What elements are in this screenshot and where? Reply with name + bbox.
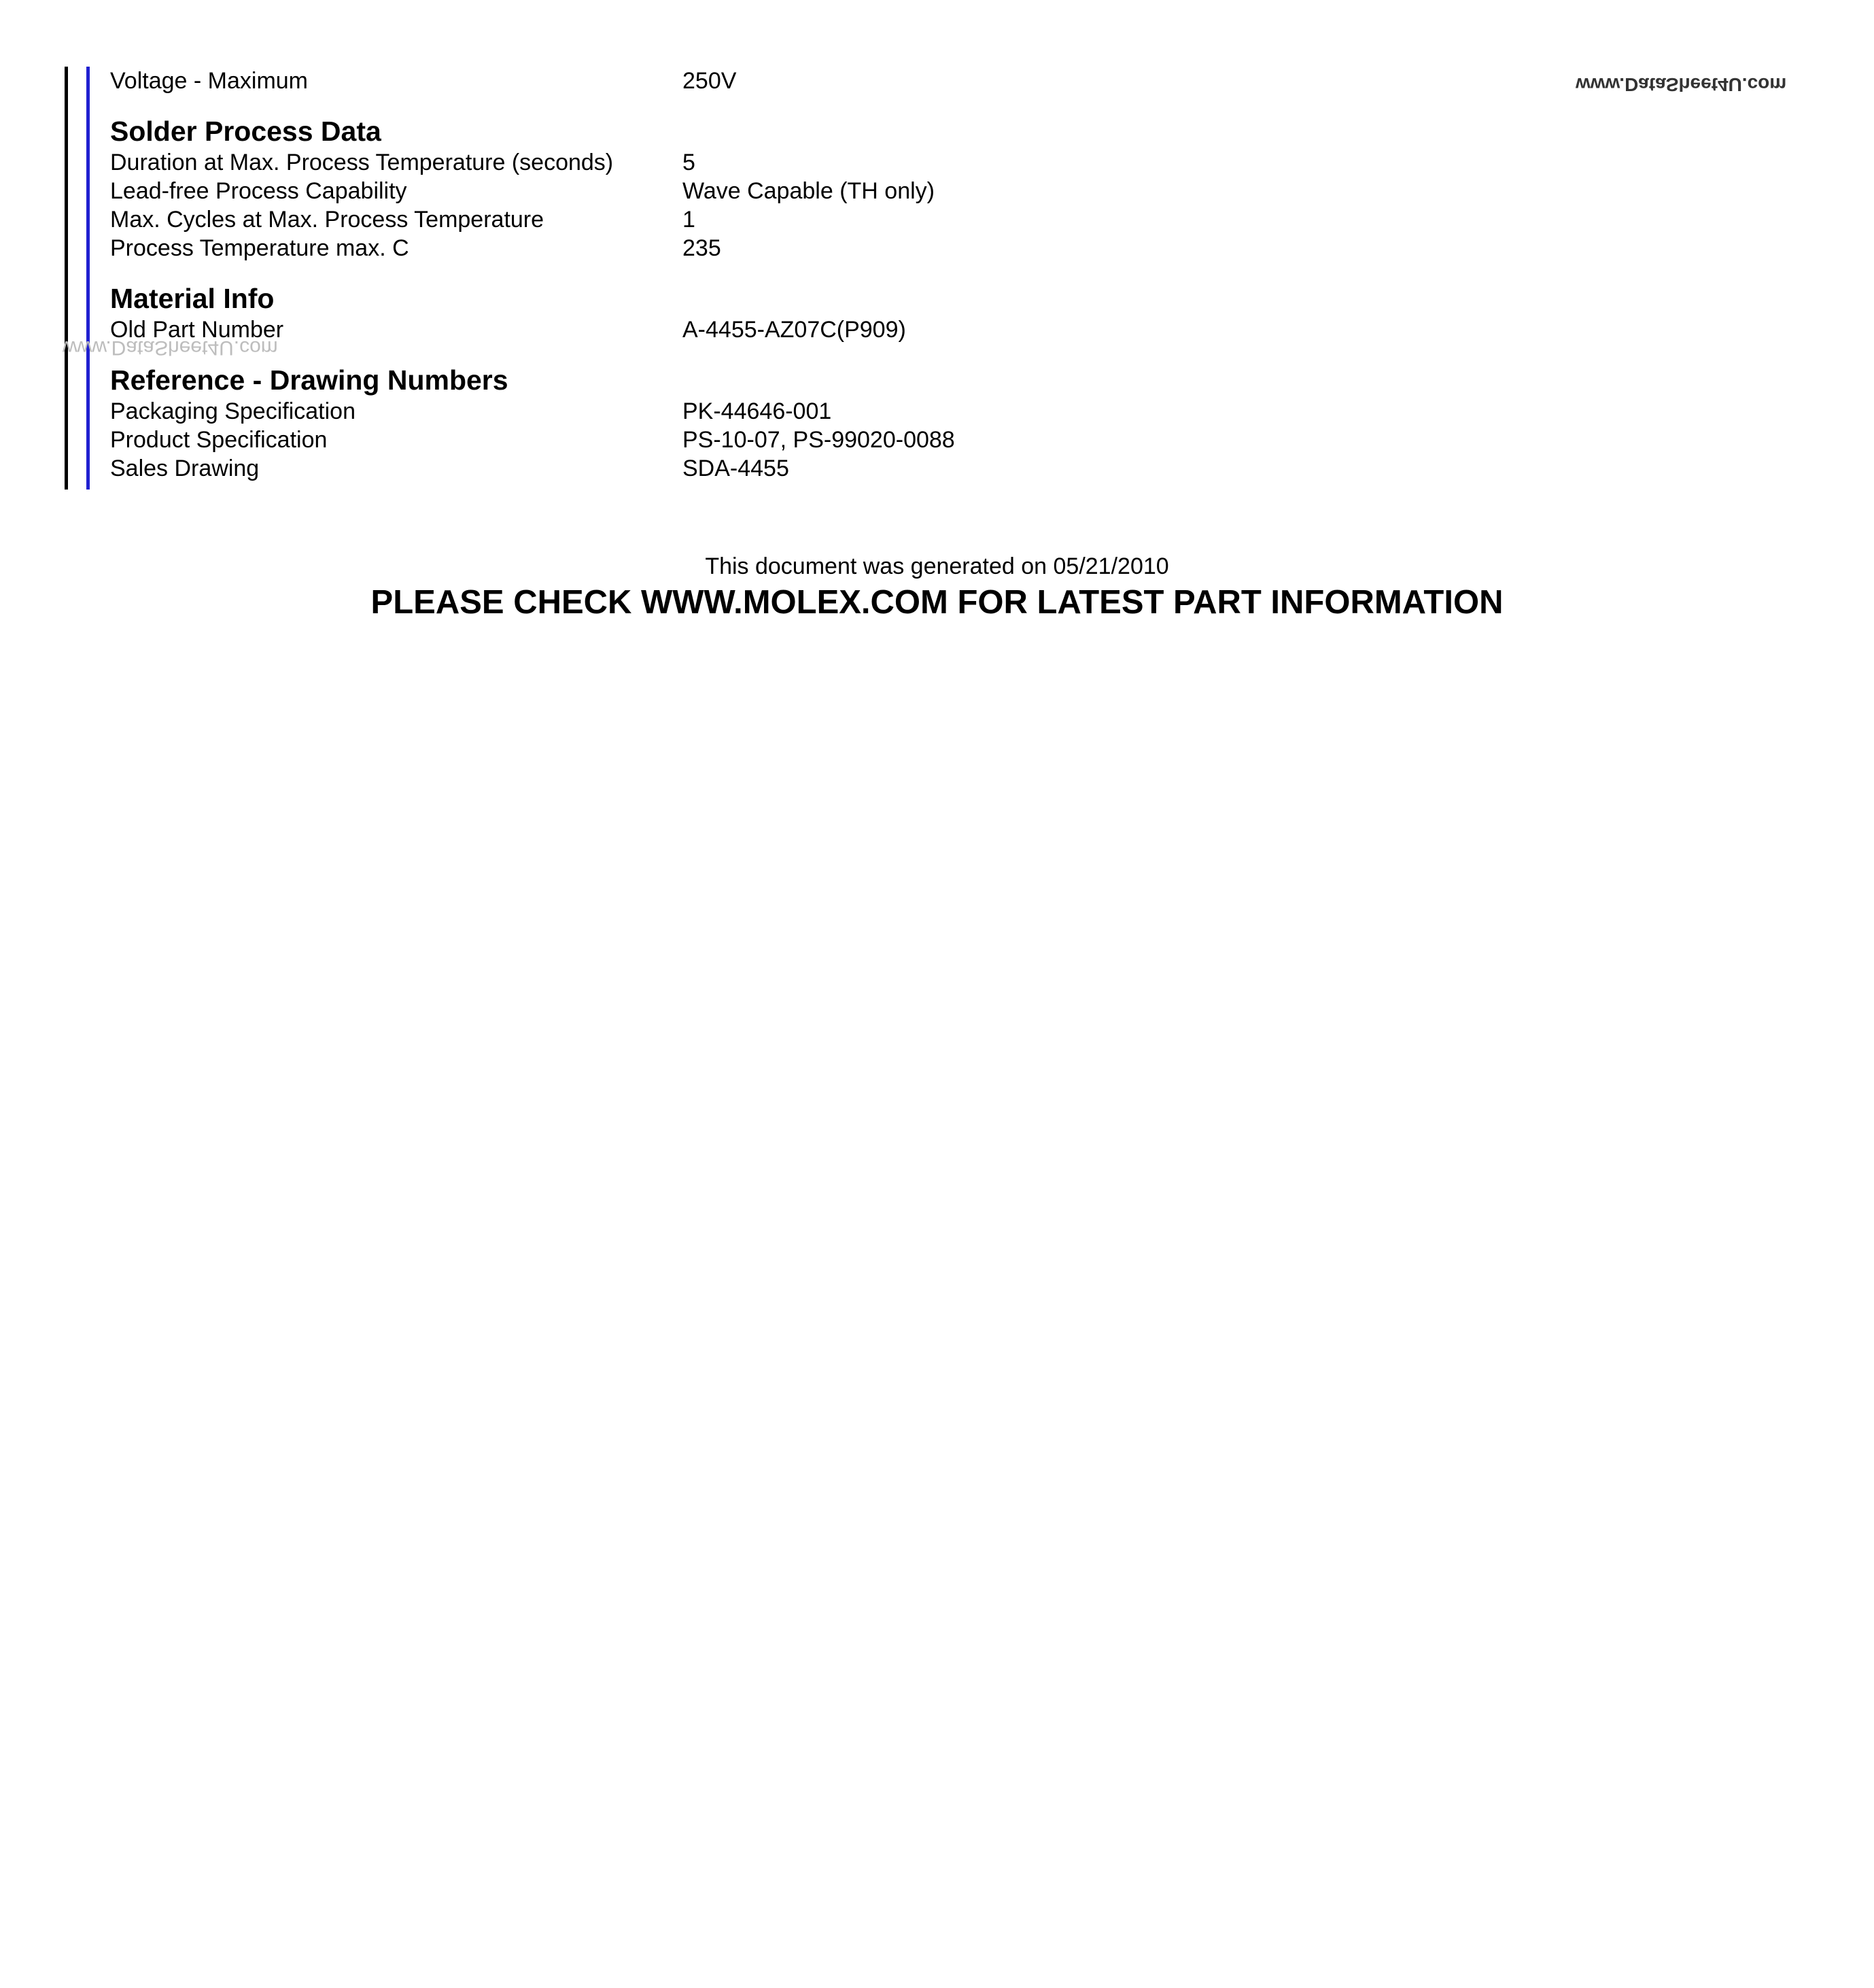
margin-rule-blue <box>86 67 90 490</box>
section-reference-drawing-numbers <box>110 363 1470 483</box>
section-heading: Reference - Drawing Numbers <box>110 364 508 396</box>
spec-sheet <box>110 67 1470 483</box>
margin-rule-black <box>65 67 68 490</box>
section-material-info <box>110 281 1470 344</box>
spec-label: Voltage - Maximum <box>110 68 308 94</box>
spec-value: 1 <box>682 207 695 233</box>
spec-value: 5 <box>682 150 695 175</box>
section-heading: Solder Process Data <box>110 116 381 147</box>
spec-row-voltage <box>110 67 1470 95</box>
spec-label: Max. Cycles at Max. Process Temperature <box>110 207 544 233</box>
spec-label: Lead-free Process Capability <box>110 178 407 204</box>
spec-row <box>110 234 1470 262</box>
spec-value: A-4455-AZ07C(P909) <box>682 317 906 343</box>
spec-label: Sales Drawing <box>110 456 260 481</box>
spec-label: Old Part Number <box>110 317 284 343</box>
section-solder-process-data <box>110 114 1470 262</box>
spec-label: Packaging Specification <box>110 398 356 424</box>
spec-label: Product Specification <box>110 427 328 453</box>
spec-row <box>110 454 1470 483</box>
spec-row <box>110 148 1470 177</box>
section-heading: Material Info <box>110 283 275 314</box>
check-website-notice: PLEASE CHECK WWW.MOLEX.COM FOR LATEST PART INFORMATION <box>370 584 1504 621</box>
spec-value: SDA-4455 <box>682 456 789 481</box>
spec-row <box>110 205 1470 234</box>
spec-value: PK-44646-001 <box>682 398 832 424</box>
spec-value: 250V <box>682 68 737 94</box>
spec-label: Process Temperature max. C <box>110 235 409 261</box>
spec-row <box>110 177 1470 205</box>
spec-row <box>110 426 1470 454</box>
spec-value: Wave Capable (TH only) <box>682 178 935 204</box>
watermark-mid: www.DataSheet4U.com <box>63 337 278 359</box>
watermark-top: www.DataSheet4U.com <box>1576 74 1787 95</box>
spec-value: 235 <box>682 235 721 261</box>
spec-label: Duration at Max. Process Temperature (seconds) <box>110 150 614 175</box>
spec-row <box>110 315 1470 344</box>
spec-value: PS-10-07, PS-99020-0088 <box>682 427 955 453</box>
spec-row <box>110 397 1470 426</box>
generated-date-note: This document was generated on 05/21/2010 <box>705 553 1169 579</box>
